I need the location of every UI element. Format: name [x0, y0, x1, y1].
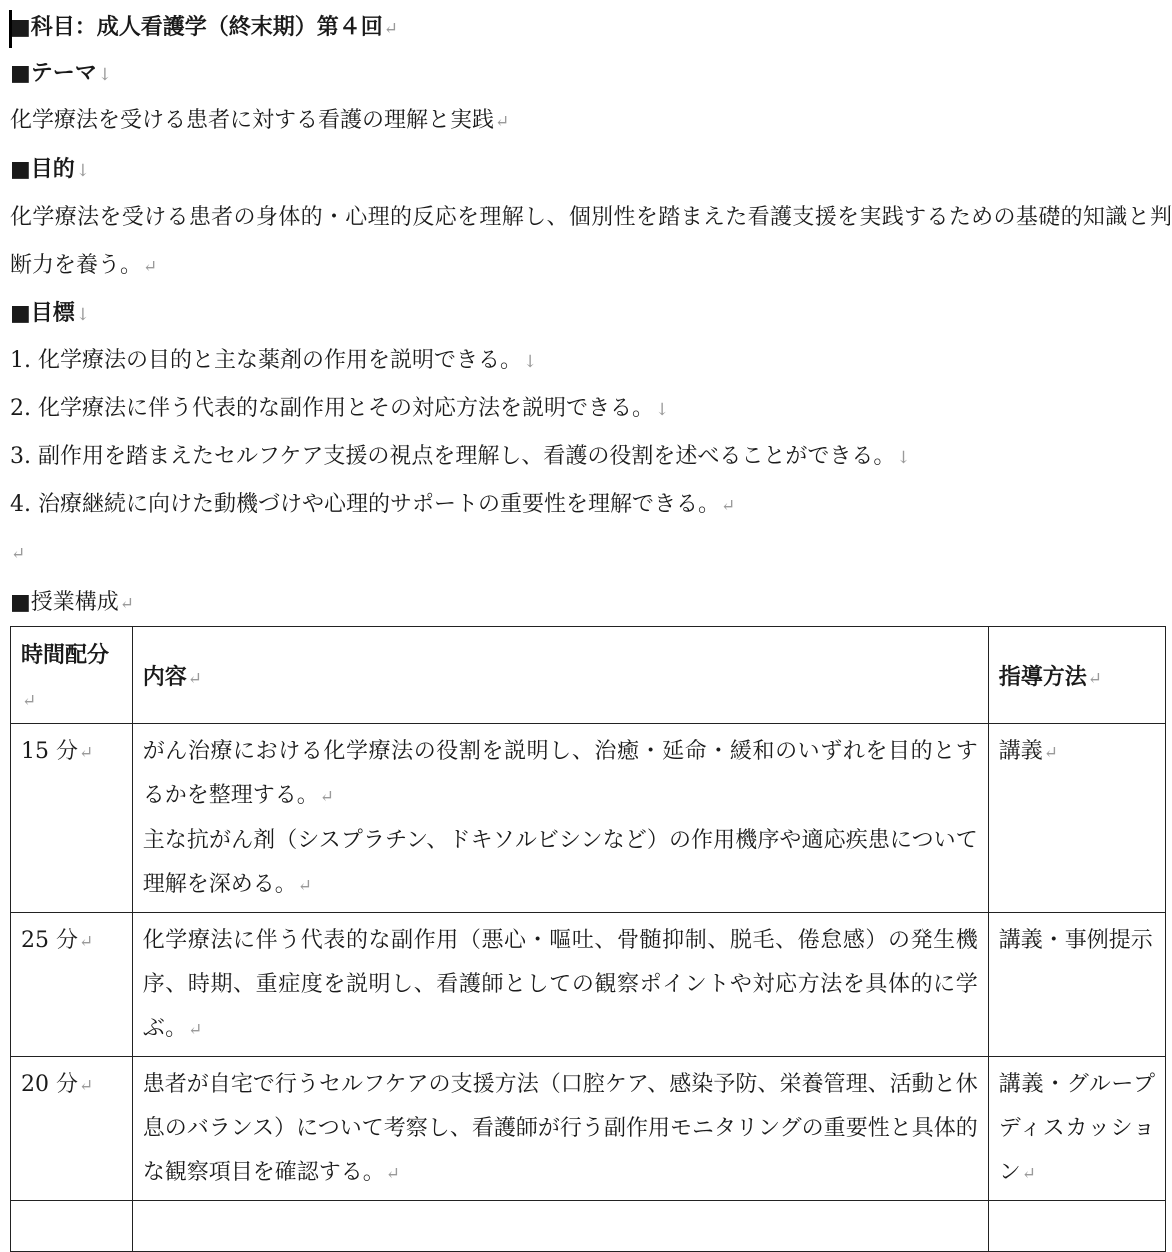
- cell-time[interactable]: 25 分↵: [11, 913, 133, 1057]
- theme-heading: ■テーマ↓: [10, 60, 113, 86]
- content-paragraph: がん治療における化学療法の役割を説明し、治癒・延命・緩和のいずれを目的とするかを整理する。↵: [142, 739, 978, 808]
- paragraph-mark: ↵: [721, 496, 736, 516]
- cell-time[interactable]: 20 分↵: [11, 1057, 133, 1201]
- cell-mark: ↵: [22, 691, 37, 711]
- table-row: [11, 724, 1166, 913]
- paragraph-mark: ↵: [495, 112, 510, 132]
- lesson-structure-table[interactable]: [10, 626, 1166, 1252]
- table-header-row: [11, 627, 1166, 724]
- line-break-mark: ↓: [523, 352, 538, 372]
- cell-content[interactable]: 患者が自宅で行うセルフケアの支援方法（口腔ケア、感染予防、栄養管理、活動と休息のバランス）について考察し、看護師が行う副作用モニタリングの重要性と具体的な観察項目を確認する。↵: [132, 1057, 988, 1201]
- line-break-mark: ↓: [75, 305, 91, 325]
- goal-item-3: 3. 副作用を踏まえたセルフケア支援の視点を理解し、看護の役割を述べることができる。↓: [10, 444, 911, 469]
- goal-item-4: 4. 治療継続に向けた動機づけや心理的サポートの重要性を理解できる。↵: [10, 492, 736, 517]
- purpose-heading: ■目的↓: [10, 156, 91, 182]
- cell-content[interactable]: 化学療法に伴う代表的な副作用（悪心・嘔吐、骨髄抑制、脱毛、倦怠感）の発生機序、時期、重症度を説明し、看護師としての観察ポイントや対応方法を具体的に学ぶ。↵: [132, 913, 988, 1057]
- line-break-mark: ↓: [655, 400, 670, 420]
- cell-time[interactable]: [11, 1201, 133, 1252]
- content-paragraph: 主な抗がん剤（シスプラチン、ドキソルビシンなど）の作用機序や適応疾患について理解を深める。↵: [142, 828, 978, 897]
- cell-mark: ↵: [1043, 743, 1059, 763]
- empty-paragraph: [10, 538, 25, 569]
- table-row: [11, 1057, 1166, 1201]
- column-header-time[interactable]: 時間配分↵: [11, 627, 133, 724]
- paragraph-mark: ↵: [143, 257, 158, 277]
- table-row: [11, 913, 1166, 1057]
- cell-mark: ↵: [188, 1020, 203, 1040]
- cell-mark: ↵: [1021, 1164, 1037, 1184]
- goal-item-1: 1. 化学療法の目的と主な薬剤の作用を説明できる。↓: [10, 348, 538, 373]
- column-header-content[interactable]: 内容↵: [132, 627, 988, 724]
- cell-mark: ↵: [1087, 669, 1103, 689]
- line-break-mark: ↓: [97, 65, 113, 85]
- purpose-text: 化学療法を受ける患者の身体的・心理的反応を理解し、個別性を踏まえた看護支援を実践するための基礎的知識と判断力を養う。↵: [10, 205, 1172, 278]
- cell-content[interactable]: [132, 1201, 988, 1252]
- column-header-method[interactable]: 指導方法↵: [988, 627, 1165, 724]
- cell-mark: ↵: [79, 932, 94, 952]
- cell-mark: ↵: [79, 1076, 94, 1096]
- paragraph-mark: ↵: [119, 594, 135, 614]
- paragraph-mark: ↵: [319, 787, 334, 807]
- cell-mark: ↵: [297, 876, 312, 896]
- document-title: ■科目：成人看護学（終末期）第４回↵: [10, 14, 399, 40]
- goals-heading: ■目標↓: [10, 300, 91, 326]
- cell-mark: ↵: [187, 669, 202, 689]
- cell-mark: ↵: [385, 1164, 400, 1184]
- cell-method[interactable]: 講義↵: [988, 724, 1165, 913]
- theme-text: 化学療法を受ける患者に対する看護の理解と実践↵: [10, 108, 510, 133]
- paragraph-mark: ↵: [11, 544, 26, 564]
- table-row: [11, 1201, 1166, 1252]
- line-break-mark: ↓: [896, 448, 911, 468]
- line-break-mark: ↓: [75, 161, 91, 181]
- cell-content[interactable]: [132, 724, 988, 913]
- cell-mark: ↵: [79, 743, 94, 763]
- cell-time[interactable]: 15 分↵: [11, 724, 133, 913]
- paragraph-mark: ↵: [383, 19, 399, 39]
- goal-item-2: 2. 化学療法に伴う代表的な副作用とその対応方法を説明できる。↓: [10, 396, 670, 421]
- structure-heading: ■授業構成↵: [10, 590, 135, 615]
- cell-method[interactable]: [988, 1201, 1165, 1252]
- cell-method[interactable]: 講義・グループディスカッション↵: [988, 1057, 1165, 1201]
- cell-method[interactable]: 講義・事例提示: [988, 913, 1165, 1057]
